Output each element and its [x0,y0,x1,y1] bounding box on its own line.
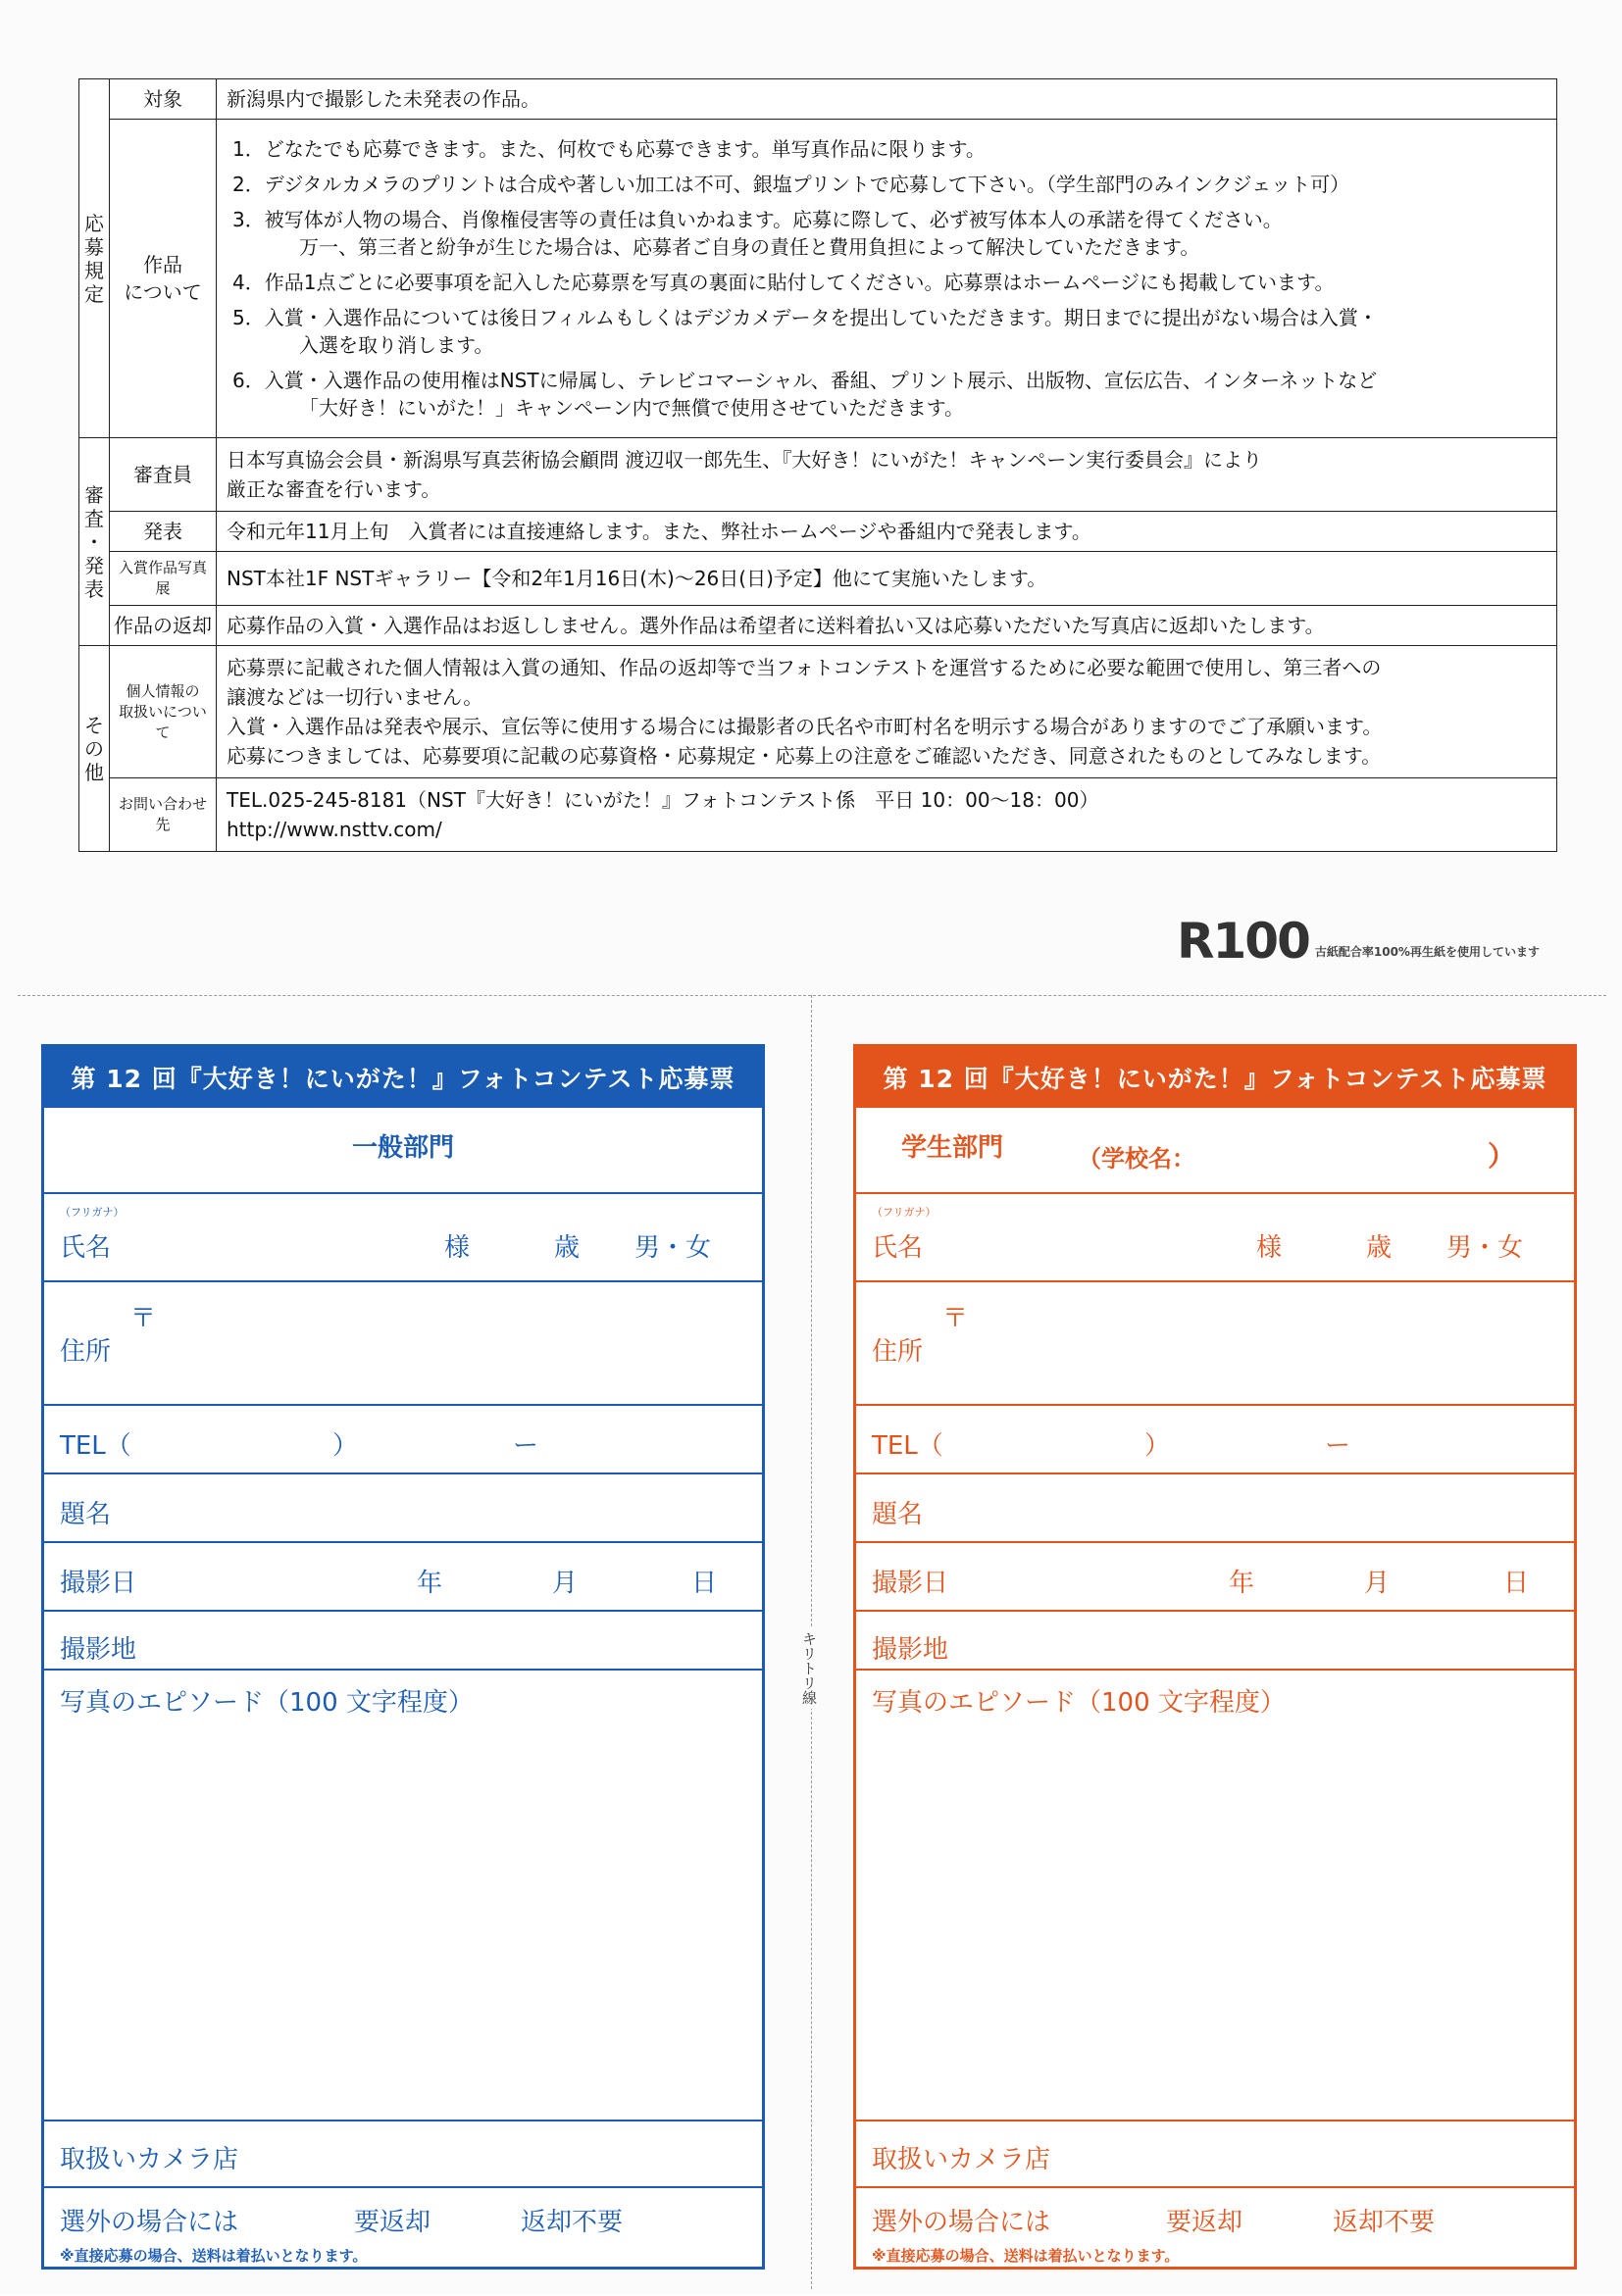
works-label: 作品 について [110,120,217,438]
tel-paren-close: ） [1144,1431,1171,1461]
announce-label: 発表 [110,512,217,552]
department-row [856,1108,1574,1194]
department-title: 一般部門 [351,1133,454,1163]
section-entry-rules: 応 募 規 定 [79,79,110,438]
day-label: 日 [1503,1569,1530,1598]
works-item: 1．どなたでも応募できます。また、何枚でも応募できます。単写真作品に限ります。 [232,137,986,161]
rule-row-works [79,120,1557,438]
camera-shop-label: 取扱いカメラ店 [60,2145,239,2174]
department-row [44,1108,762,1194]
furigana-label: （フリガナ） [872,1206,937,1219]
rule-row-return [79,606,1557,646]
date-label: 撮影日 [60,1569,137,1598]
rule-row-exhibit [79,552,1557,606]
tel-paren-close: ） [332,1431,359,1461]
tel-row[interactable] [856,1406,1574,1474]
tel-label: TEL（ [60,1431,131,1461]
school-paren-close: ） [1487,1140,1515,1173]
rule-row-privacy [79,646,1557,778]
place-label: 撮影地 [872,1635,949,1665]
contact-label: お問い合わせ先 [110,778,217,852]
place-row[interactable] [856,1612,1574,1671]
date-row[interactable] [44,1543,762,1612]
camera-shop-row[interactable] [856,2121,1574,2188]
date-label: 撮影日 [872,1569,949,1598]
contact-value: TEL.025-245-8181（NST『大好き！にいがた！』フォトコンテスト係 平日 10：00～18：00） http://www.nsttv.com/ [217,778,1557,852]
entry-form-student [853,1044,1577,2270]
shipping-note: ※直接応募の場合、送料は着払いとなります。 [872,2247,1180,2265]
privacy-value: 応募票に記載された個人情報は入賞の通知、作品の返却等で当フォトコンテストを運営するために必要な範囲で使用し、第三者への 譲渡などは一切行いません。 入賞・入選作品は発表や展示、宣伝等に使用する場合には撮影者の氏名や市町村名を明示する場合がありますのでご了承願います。 応募につきましては、応募要項に記載の応募資格・応募規定・応募上の注意をご確認いただき、同意されたものとしてみなします。 [217,646,1557,778]
sama-label: 様 [444,1233,471,1263]
date-row[interactable] [856,1543,1574,1612]
return-not-needed-option[interactable]: 返却不要 [521,2208,624,2237]
works-item: 4．作品1点ごとに必要事項を記入した応募票を写真の裏面に貼付してください。応募票はホームページにも掲載しています。 [232,271,1335,294]
judges-value: 日本写真協会会員・新潟県写真芸術協会顧問 渡辺収一郎先生、『大好き！にいがた！キャンペーン実行委員会』により 厳正な審査を行います。 [217,438,1557,512]
address-row[interactable] [44,1282,762,1406]
announce-value: 令和元年11月上旬 入賞者には直接連絡します。また、弊社ホームページや番組内で発表します。 [217,512,1557,552]
not-selected-label: 選外の場合には [60,2208,239,2237]
recycle-mark [1177,913,1540,970]
episode-label: 写真のエピソード（100 文字程度） [60,1688,474,1718]
name-label: 氏名 [60,1233,112,1263]
shipping-note: ※直接応募の場合、送料は着払いとなります。 [60,2247,368,2265]
works-item: 2．デジタルカメラのプリントは合成や著しい加工は不可、銀塩プリントで応募して下さい。（学生部門のみインクジェット可） [232,173,1350,196]
exhibit-value: NST本社1F NSTギャラリー【令和2年1月16日(木)～26日(日)予定】他にて実施いたします。 [217,552,1557,606]
entry-form-general [41,1044,765,2270]
postal-mark: 〒 [942,1304,969,1333]
name-row[interactable] [44,1194,762,1282]
rule-row-judges [79,438,1557,512]
works-item: 6．入賞・入選作品の使用権はNSTに帰属し、テレビコマーシャル、番組、プリント展示、出版物、宣伝広告、インターネットなど 「大好き！にいがた！」キャンペーン内で無償で使用させていただきます。 [232,369,1378,420]
rule-row-target [79,79,1557,120]
sama-label: 様 [1256,1233,1283,1263]
name-row[interactable] [856,1194,1574,1282]
postal-mark: 〒 [130,1304,157,1333]
school-name-label: （学校名： [1078,1145,1195,1173]
not-selected-row [44,2188,762,2296]
title-label: 題名 [872,1500,924,1529]
camera-shop-row[interactable] [44,2121,762,2188]
month-label: 月 [1364,1569,1391,1598]
camera-shop-label: 取扱いカメラ店 [872,2145,1051,2174]
form-header: 第 12 回『大好き！にいがた！』フォトコンテスト応募票 [856,1047,1574,1108]
contact-url-link[interactable]: http://www.nsttv.com/ [227,818,442,841]
day-label: 日 [691,1569,718,1598]
not-selected-label: 選外の場合には [872,2208,1051,2237]
rule-row-contact [79,778,1557,852]
works-item: 3．被写体が人物の場合、肖像権侵害等の責任は負いかねます。応募に際して、必ず被写体本人の承諾を得てください。 万一、第三者と紛争が生じた場合は、応募者ご自身の責任と費用負担によって解決していただきます。 [232,208,1283,259]
place-label: 撮影地 [60,1635,137,1665]
tel-dash: ー [1325,1431,1351,1461]
return-value: 応募作品の入賞・入選作品はお返ししません。選外作品は希望者に送料着払い又は応募いただいた写真店に返却いたします。 [217,606,1557,646]
name-label: 氏名 [872,1233,924,1263]
judges-label: 審査員 [110,438,217,512]
year-label: 年 [1229,1569,1255,1598]
works-item: 5．入賞・入選作品については後日フィルムもしくはデジカメデータを提出していただきます。期日までに提出がない場合は入賞・ 入選を取り消します。 [232,306,1378,357]
address-label: 住所 [60,1337,112,1367]
target-value: 新潟県内で撮影した未発表の作品。 [217,79,1557,120]
section-judging: 審 査 ・ 発 表 [79,438,110,646]
form-header: 第 12 回『大好き！にいがた！』フォトコンテスト応募票 [44,1047,762,1108]
return-not-needed-option[interactable]: 返却不要 [1333,2208,1436,2237]
tel-row[interactable] [44,1406,762,1474]
recycle-logo: R100 [1177,913,1309,970]
horizontal-cut-line [18,995,1606,996]
address-label: 住所 [872,1337,924,1367]
department-title: 学生部門 [901,1133,1004,1163]
episode-label: 写真のエピソード（100 文字程度） [872,1688,1286,1718]
place-row[interactable] [44,1612,762,1671]
age-label: 歳 [1366,1233,1393,1263]
rules-table [78,78,1557,852]
target-label: 対象 [110,79,217,120]
episode-row[interactable] [856,1671,1574,2121]
year-label: 年 [417,1569,443,1598]
section-other: そ の 他 [79,646,110,852]
exhibit-label: 入賞作品写真展 [110,552,217,606]
tel-label: TEL（ [872,1431,943,1461]
age-label: 歳 [554,1233,581,1263]
return-label: 作品の返却 [110,606,217,646]
address-row[interactable] [856,1282,1574,1406]
title-label: 題名 [60,1500,112,1529]
return-needed-option[interactable]: 要返却 [1166,2208,1243,2237]
return-needed-option[interactable]: 要返却 [354,2208,431,2237]
furigana-label: （フリガナ） [60,1206,125,1219]
not-selected-row [856,2188,1574,2296]
month-label: 月 [552,1569,579,1598]
cut-line-label: キリトリ線 [799,1627,820,1709]
sex-label: 男・女 [634,1233,712,1263]
title-row[interactable] [856,1474,1574,1543]
title-row[interactable] [44,1474,762,1543]
episode-row[interactable] [44,1671,762,2121]
tel-dash: ー [513,1431,539,1461]
sex-label: 男・女 [1446,1233,1524,1263]
recycle-note: 古紙配合率100%再生紙を使用しています [1314,945,1540,959]
rule-row-announce [79,512,1557,552]
works-value [217,120,1557,438]
privacy-label: 個人情報の 取扱いについて [110,646,217,778]
